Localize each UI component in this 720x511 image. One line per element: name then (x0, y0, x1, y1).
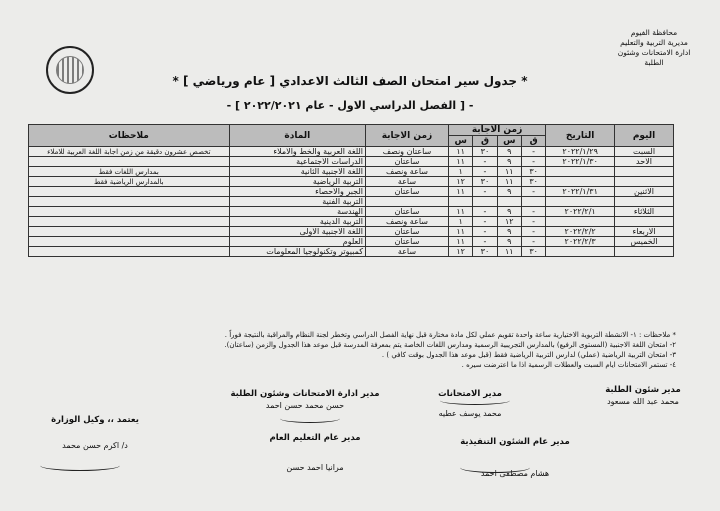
cell-q1: - (522, 187, 546, 197)
table-row (29, 207, 674, 217)
cell-time: ساعتان ونصف (366, 147, 449, 157)
table-row (29, 147, 674, 157)
table-body (29, 147, 674, 257)
cell-time: ساعة (366, 177, 449, 187)
cell-note (29, 227, 230, 237)
handwritten-signature-1 (440, 396, 510, 405)
cell-date: ٢٠٢٢/١/٣٠ (546, 157, 615, 167)
signature-general-education (240, 432, 390, 474)
cell-day (615, 177, 674, 187)
signature-name: حسن محمد حسن احمد (265, 401, 345, 410)
cell-s1: ٩ (497, 207, 521, 217)
note-line-1: * ملاحظات : ١- الانشطة التربوية الاختيارية ساعة واحدة تقويم عملي لكل مادة مختارة قبل نهاية الفصل الدراسي وتخطر لجنة النظام والمراقبة بالنتيجة فوراً . (224, 331, 676, 339)
ministry-header (608, 28, 700, 68)
cell-day (615, 197, 674, 207)
signature-title: يعتمد ،، وكيل الوزارة (51, 415, 139, 425)
cell-s2: ١١ (448, 147, 472, 157)
ministry-line-3: ادارة الامتحانات وشئون الطلبة (617, 48, 691, 67)
header-time: زمن الاجابة (366, 125, 449, 147)
signature-name: محمد يوسف عطيه (438, 409, 502, 418)
header-subject: المادة (229, 125, 365, 147)
handwritten-signature-4 (460, 462, 530, 473)
cell-q2: - (473, 227, 497, 237)
emblem-seal-icon (46, 46, 94, 94)
header-date: التاريخ (546, 125, 615, 147)
cell-note (29, 187, 230, 197)
cell-s1: ١٢ (497, 217, 521, 227)
table-row (29, 217, 674, 227)
cell-q2: ٣٠ (473, 247, 497, 257)
cell-q2: - (473, 187, 497, 197)
cell-q2: - (473, 157, 497, 167)
signature-title: مدير عام التعليم العام (269, 433, 361, 443)
subheader-q1: ق (522, 136, 546, 147)
cell-day: الخميس (615, 237, 674, 247)
cell-s1: ٩ (497, 147, 521, 157)
signature-name: محمد عبد الله مسعود (607, 397, 679, 406)
cell-day (615, 217, 674, 227)
cell-s1: ٩ (497, 237, 521, 247)
table-row (29, 247, 674, 257)
cell-q1: ٣٠ (522, 167, 546, 177)
cell-s1 (497, 197, 521, 207)
cell-note (29, 217, 230, 227)
header-grade-time: زمن الاجابة (448, 125, 545, 136)
cell-q2: - (473, 167, 497, 177)
cell-s2: ١٢ (448, 177, 472, 187)
cell-subject: كمبيوتر وتكنولوجيا المعلومات (229, 247, 365, 257)
handwritten-signature-3 (40, 460, 120, 471)
cell-q1: - (522, 227, 546, 237)
page-title: * جدول سير امتحان الصف الثالث الاعدادي [ عام ورياضي ] * (172, 74, 528, 88)
signature-name: د/ اكرم حسن محمد (62, 441, 128, 450)
cell-note (29, 157, 230, 167)
cell-day: الاحد (615, 157, 674, 167)
signature-title: مدير شئون الطلبة (605, 385, 681, 395)
cell-q2: - (473, 237, 497, 247)
cell-note (29, 197, 230, 207)
ministry-line-2: مديرية التربية والتعليم (620, 38, 688, 47)
table-row (29, 237, 674, 247)
cell-s2: ١١ (448, 227, 472, 237)
signature-title: مدير الامتحانات (438, 389, 502, 399)
signature-student-affairs (588, 384, 698, 408)
cell-subject: اللغة العربية والخط والاملاء (229, 147, 365, 157)
cell-day: الاثنين (615, 187, 674, 197)
cell-q1: - (522, 237, 546, 247)
cell-date: ٢٠٢٢/١/٢٩ (546, 147, 615, 157)
table-row (29, 197, 674, 207)
signature-name: مرانيا احمد حسن (286, 463, 344, 472)
cell-time (366, 197, 449, 207)
cell-s1: ١١ (497, 177, 521, 187)
cell-s2: ١١ (448, 187, 472, 197)
cell-subject: التربية الدينية (229, 217, 365, 227)
cell-day (615, 167, 674, 177)
table-row (29, 227, 674, 237)
cell-s2: ١ (448, 167, 472, 177)
cell-date (546, 217, 615, 227)
header-day: اليوم (615, 125, 674, 147)
cell-s2: ١١ (448, 207, 472, 217)
cell-q2: - (473, 217, 497, 227)
cell-note (29, 237, 230, 247)
cell-date (546, 247, 615, 257)
cell-date: ٢٠٢٢/٢/١ (546, 207, 615, 217)
page-subtitle: - [ الفصل الدراسي الاول - عام ٢٠٢٢/٢٠٢١ ] - (226, 99, 474, 112)
cell-note (29, 207, 230, 217)
cell-day (615, 247, 674, 257)
cell-subject: العلوم (229, 237, 365, 247)
table-header-row (29, 125, 674, 136)
table-row (29, 167, 674, 177)
handwritten-signature-2 (280, 414, 340, 423)
cell-s1: ٩ (497, 157, 521, 167)
cell-day: الثلاثاء (615, 207, 674, 217)
cell-s2: ١٢ (448, 247, 472, 257)
signature-name: هشام مصطفى احمد (480, 469, 550, 478)
cell-date: ٢٠٢٢/٢/٣ (546, 237, 615, 247)
cell-time: ساعة ونصف (366, 167, 449, 177)
subheader-s2: س (448, 136, 472, 147)
cell-time: ساعتان (366, 157, 449, 167)
cell-time: ساعتان (366, 207, 449, 217)
cell-note: بالمدارس الرياضية فقط (29, 177, 230, 187)
cell-q2: ٣٠ (473, 177, 497, 187)
cell-time: ساعتان (366, 237, 449, 247)
subheader-s1: س (497, 136, 521, 147)
cell-s2: ١١ (448, 237, 472, 247)
cell-note: تخصص عشرون دقيقة من زمن اجابة اللغة العربية للاملاء (29, 147, 230, 157)
cell-day: السبت (615, 147, 674, 157)
cell-subject: التربية الرياضية (229, 177, 365, 187)
cell-q1: - (522, 207, 546, 217)
cell-s1: ١١ (497, 167, 521, 177)
schedule-table (28, 124, 674, 257)
cell-q2: - (473, 207, 497, 217)
cell-date (546, 177, 615, 187)
cell-date (546, 167, 615, 177)
cell-subject: الهندسة (229, 207, 365, 217)
table-row (29, 187, 674, 197)
note-line-2: ٢- امتحان اللغة الاجنبية (المستوى الرفيع) بالمدارس التجريبية الرسمية ومدارس اللغات الخاصة يتم بمعرفة المدرسة قبل موعد هذا الجدول والزمن (ساعتان). (224, 341, 676, 349)
cell-time: ساعة ونصف (366, 217, 449, 227)
cell-subject: التربية الفنية (229, 197, 365, 207)
cell-q2: ٣٠ (473, 147, 497, 157)
cell-s2 (448, 197, 472, 207)
notes-section (56, 330, 676, 370)
note-line-4: ٤- تستمر الامتحانات ايام السبت والعطلات الرسمية اذا ما اعترضت سيره . (461, 361, 676, 369)
cell-date: ٢٠٢٢/٢/٢ (546, 227, 615, 237)
cell-q1: ٣٠ (522, 177, 546, 187)
header-notes: ملاحظات (29, 125, 230, 147)
cell-s2: ١ (448, 217, 472, 227)
cell-date: ٢٠٢٢/١/٣١ (546, 187, 615, 197)
cell-q1: - (522, 217, 546, 227)
note-line-3: ٣- امتحان التربية الرياضية (عملي) لدارس التربية الرياضية فقط (قبل موعد هذا الجدول بوقت كافي ) . (381, 351, 676, 359)
cell-time: ساعة (366, 247, 449, 257)
cell-day: الاربعاء (615, 227, 674, 237)
cell-q1 (522, 197, 546, 207)
table-row (29, 157, 674, 167)
subheader-q2: ق (473, 136, 497, 147)
ministry-line-1: محافظة الفيوم (630, 28, 678, 37)
cell-subject: اللغة الاجنبية الاولى (229, 227, 365, 237)
cell-note: بمدارس اللغات فقط (29, 167, 230, 177)
table-row (29, 177, 674, 187)
cell-time: ساعتان (366, 227, 449, 237)
signature-exam-admin (220, 388, 390, 412)
cell-note (29, 247, 230, 257)
cell-time: ساعتان (366, 187, 449, 197)
signature-title: مدير ادارة الامتحانات وشئون الطلبة (230, 389, 380, 399)
signature-undersecretary (20, 414, 170, 452)
cell-s1: ٩ (497, 187, 521, 197)
cell-q2 (473, 197, 497, 207)
cell-q1: ٣٠ (522, 247, 546, 257)
cell-s1: ٩ (497, 227, 521, 237)
cell-subject: الدراسات الاجتماعية (229, 157, 365, 167)
cell-subject: الجبر والاحصاء (229, 187, 365, 197)
cell-q1: - (522, 157, 546, 167)
cell-s2: ١١ (448, 157, 472, 167)
signature-title: مدير عام الشئون التنفيذية (460, 437, 570, 447)
signature-executive-affairs (440, 436, 590, 480)
cell-subject: اللغة الاجنبية الثانية (229, 167, 365, 177)
cell-date (546, 197, 615, 207)
cell-s1: ١١ (497, 247, 521, 257)
cell-q1: - (522, 147, 546, 157)
